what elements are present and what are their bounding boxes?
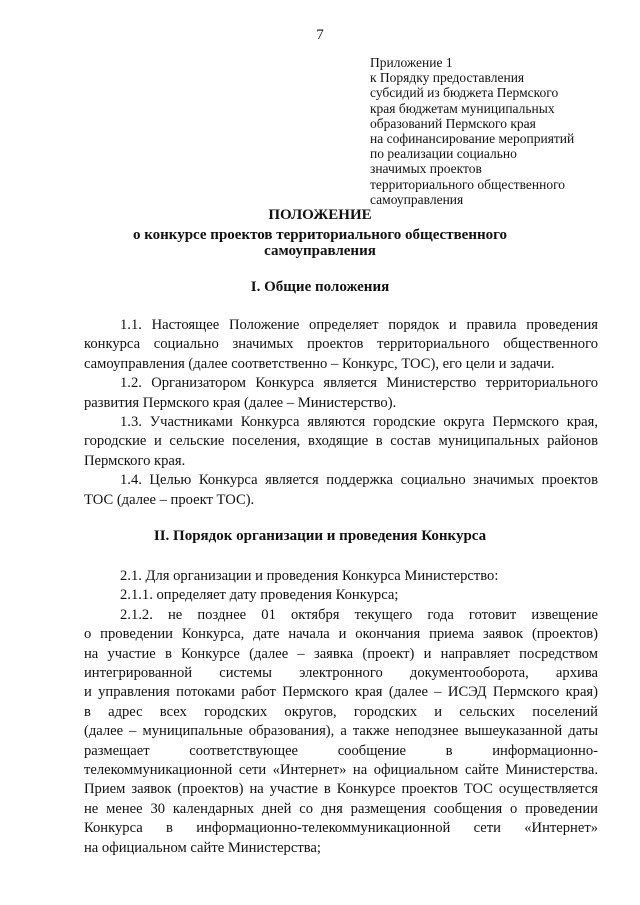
text-line: 1.3. Участниками Конкурса являются городские округа Пермского края, xyxy=(120,414,598,431)
document-title: ПОЛОЖЕНИЕ xyxy=(268,207,372,223)
text-line: и управления потоками работ Пермского края (далее – ИСЭД Пермского края) xyxy=(84,684,598,701)
appendix-line: территориального общественного xyxy=(370,176,566,192)
paragraph-2-1-2 xyxy=(84,606,598,858)
subtitle-line: о конкурсе проектов территориального общественного xyxy=(132,227,508,243)
paragraph-2-1-1: 2.1.1. определяет дату проведения Конкурса; xyxy=(120,587,399,604)
text-line: (далее – муниципальные образования), а также неподзнее вышеуказанной даты xyxy=(84,723,598,740)
text-line: развития Пермского края (далее – Министерство). xyxy=(84,394,397,411)
appendix-line: Приложение 1 xyxy=(370,55,453,70)
section-1-heading: I. Общие положения xyxy=(250,279,390,295)
appendix-block xyxy=(370,55,620,207)
text-line: 1.2. Организатором Конкурса является Министерство территориального xyxy=(120,375,598,392)
text-line: не менее 30 календарных дней со дня размещения сообщения о проведении xyxy=(84,800,598,817)
text-line: интегрированной системы электронного документооборота, архива xyxy=(84,665,598,682)
paragraph-1-2 xyxy=(84,374,598,413)
text-line: городские и сельские поселения, входящие в состав муниципальных районов xyxy=(84,433,598,450)
text-line: ТОС (далее – проект ТОС). xyxy=(84,491,255,508)
paragraph-1-3 xyxy=(84,413,598,471)
paragraph-1-4 xyxy=(84,471,598,510)
text-line: 2.1.2. не позднее 01 октября текущего года готовит извещение xyxy=(120,606,598,623)
appendix-line: к Порядку предоставления xyxy=(370,70,525,86)
text-line: Пермского края. xyxy=(84,452,186,469)
paragraph-2-1: 2.1. Для организации и проведения Конкурса Министерство: xyxy=(120,568,499,584)
subtitle-line: самоуправления xyxy=(264,243,376,259)
text-line: телекоммуникационной сети «Интернет» на официальном сайте Министерства. xyxy=(84,762,598,779)
paragraph-1-1 xyxy=(84,316,598,374)
text-line: в адрес всех городских округов, городских и сельских поселений xyxy=(84,703,598,720)
appendix-line: самоуправления xyxy=(370,191,464,207)
text-line: 1.4. Целью Конкурса является поддержка социально значимых проектов xyxy=(120,472,598,489)
appendix-line: края бюджетам муниципальных xyxy=(370,100,555,116)
text-line: размещает соответствующее сообщение в информационно- xyxy=(84,742,598,759)
document-subtitle xyxy=(0,227,640,259)
text-line: на участие в Конкурсе (далее – заявка (проект) и направляет посредством xyxy=(84,645,598,662)
text-line: Прием заявок (проектов) на участие в Конкурсе проектов ТОС осуществляется xyxy=(84,781,598,798)
appendix-line: на софинансирование мероприятий xyxy=(370,131,575,147)
appendix-line: по реализации социально xyxy=(370,146,517,162)
text-line: самоуправления (далее соответственно – Конкурс, ТОС), его цели и задачи. xyxy=(84,355,555,372)
section-1-body xyxy=(84,316,598,510)
appendix-line: субсидий из бюджета Пермского xyxy=(370,85,559,101)
appendix-line: значимых проектов xyxy=(370,161,482,177)
page-number: 7 xyxy=(316,27,324,43)
text-line: 1.1. Настоящее Положение определяет порядок и правила проведения xyxy=(120,317,598,333)
text-line: Конкурса в информационно-телекоммуникационной сети «Интернет» xyxy=(84,820,598,837)
text-line: на официальном сайте Министерства; xyxy=(84,839,321,856)
section-2-heading: II. Порядок организации и проведения Конкурса xyxy=(153,528,487,544)
appendix-line: образований Пермского края xyxy=(370,115,536,131)
section-2-body xyxy=(84,567,598,858)
text-line: о проведении Конкурса, дате начала и окончания приема заявок (проектов) xyxy=(84,626,598,643)
text-line: конкурса социально значимых проектов территориального общественного xyxy=(84,336,598,353)
